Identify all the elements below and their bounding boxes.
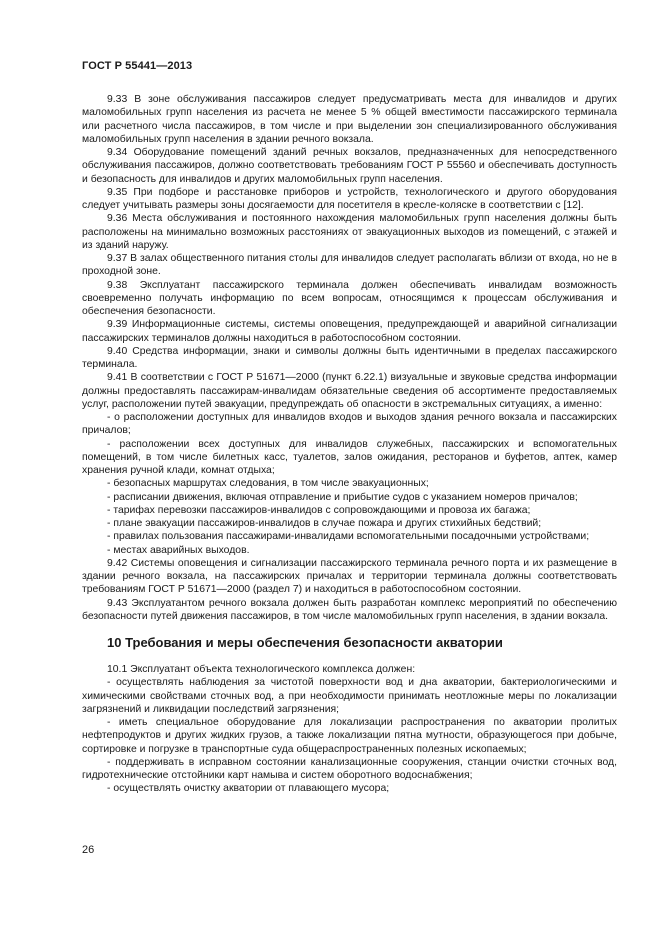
list-item: - плане эвакуации пассажиров-инвалидов в случае пожара и других стихийных бедствий; [107,518,542,529]
list-item: - иметь специальное оборудование для локализации распространения по акватории пролитых нефтепродуктов и других жидких грузов, а также локализации пятна мутности, образующегося при добыче, сортировке и погрузке в транспортные суда общераспространенных полезных ископаемых; [82,717,617,755]
list-item: - местах аварийных выходов. [107,544,250,556]
paragraph-9-40: 9.40 Средства информации, знаки и символы должны быть идентичными в пределах пассажирского терминала. [82,345,617,370]
section-title: 10 Требования и меры обеспечения безопасности акватории [107,635,503,650]
paragraph-9-33: 9.33 В зоне обслуживания пассажиров следует предусматривать места для инвалидов и других маломобильных групп населения из расчета не менее 5 % общей вместимости пассажирского терминала или расчетного числа пассажиров, в том числе и при выделении зон специализированного обслуживания маломобильных групп населения в здании речного вокзала. [82,94,617,145]
document-code-header: ГОСТ Р 55441—2013 [82,60,193,72]
paragraph-9-39: 9.39 Информационные системы, системы оповещения, предупреждающей и аварийной сигнализации пассажирских терминалов должны находиться в работоспособном состоянии. [82,319,617,344]
list-item: - тарифах перевозки пассажиров-инвалидов с сопровождающими и провоза их багажа; [107,504,531,516]
paragraph-9-37: 9.37 В залах общественного питания столы для инвалидов следует располагать вблизи от входа, но не в проходной зоне. [82,253,617,278]
paragraph-9-38: 9.38 Эксплуатант пассажирского терминала должен обеспечивать инвалидам возможность своевременно получать информацию по всем вопросам, относящимся к процессам обслуживания и обеспечения безопасности. [82,279,617,317]
list-item: - расположении всех доступных для инвалидов служебных, пассажирских и вспомогательных помещений, в том числе билетных касс, туалетов, залов ожидания, ресторанов и буфетов, аптек, камер хранения ручной клади, комнат отдыха; [82,438,617,476]
list-item: - безопасных маршрутах следования, в том числе эвакуационных; [107,478,429,490]
list-item: - правилах пользования пассажирами-инвалидами вспомогательными посадочными устройствами; [107,531,590,543]
list-item: - осуществлять очистку акватории от плавающего мусора; [107,783,390,795]
paragraph-9-43: 9.43 Эксплуатантом речного вокзала должен быть разработан комплекс мероприятий по обеспечению безопасности путей движения пассажиров, в том числе маломобильных групп населения, в здании вокзала. [82,597,617,622]
paragraph-9-35: 9.35 При подборе и расстановке приборов и устройств, технологического и другого оборудования следует учитывать размеры зоны досягаемости для посетителя в кресле-коляске в соответствии с [12]. [82,186,617,211]
page-body [82,93,617,796]
page-number: 26 [82,844,95,856]
paragraph-9-42: 9.42 Системы оповещения и сигнализации пассажирского терминала речного порта и их размещение в здании речного вокзала, на пассажирских причалах и территории терминала должны соответствовать требованиям ГОСТ Р 51671—2000 (раздел 7) и находиться в работоспособном состоянии. [82,557,617,596]
paragraph-9-41: 9.41 В соответствии с ГОСТ Р 51671—2000 (пункт 6.22.1) визуальные и звуковые средства информации должны предоставлять пассажирам-инвалидам обязательные сведения об ассортименте предоставляемых услуг, расположении путей эвакуации, предупреждать об опасности в экстремальных ситуациях, а именно: [82,372,617,410]
list-item: - о расположении доступных для инвалидов входов и выходов здания речного вокзала и пассажирских причалов; [82,412,617,437]
paragraph-10-1: 10.1 Эксплуатант объекта технологического комплекса должен: [107,664,416,675]
paragraph-9-34: 9.34 Оборудование помещений зданий речных вокзалов, предназначенных для непосредственного обслуживания пассажиров, должно соответствовать требованиям ГОСТ Р 55560 и обеспечивать доступность и безопасность для инвалидов и других маломобильных групп населения. [82,147,617,185]
list-item: - поддерживать в исправном состоянии канализационные сооружения, станции очистки сточных вод, гидротехнические отстойники карт намыва и систем оборотного водоснабжения; [82,756,617,781]
list-item: - расписании движения, включая отправление и прибытие судов с указанием номеров причалов; [107,491,578,503]
paragraph-9-36: 9.36 Места обслуживания и постоянного нахождения маломобильных групп населения должны быть расположены на минимально возможных расстояниях от эвакуационных выходов из помещений, с этажей и из зданий наружу. [82,213,617,251]
list-item: - осуществлять наблюдения за чистотой поверхности вод и дна акватории, бактериологическими и химическими свойствами сточных вод, а при необходимости принимать неотложные меры по локализации загрязнений и ликвидации последствий загрязнения; [82,677,617,715]
